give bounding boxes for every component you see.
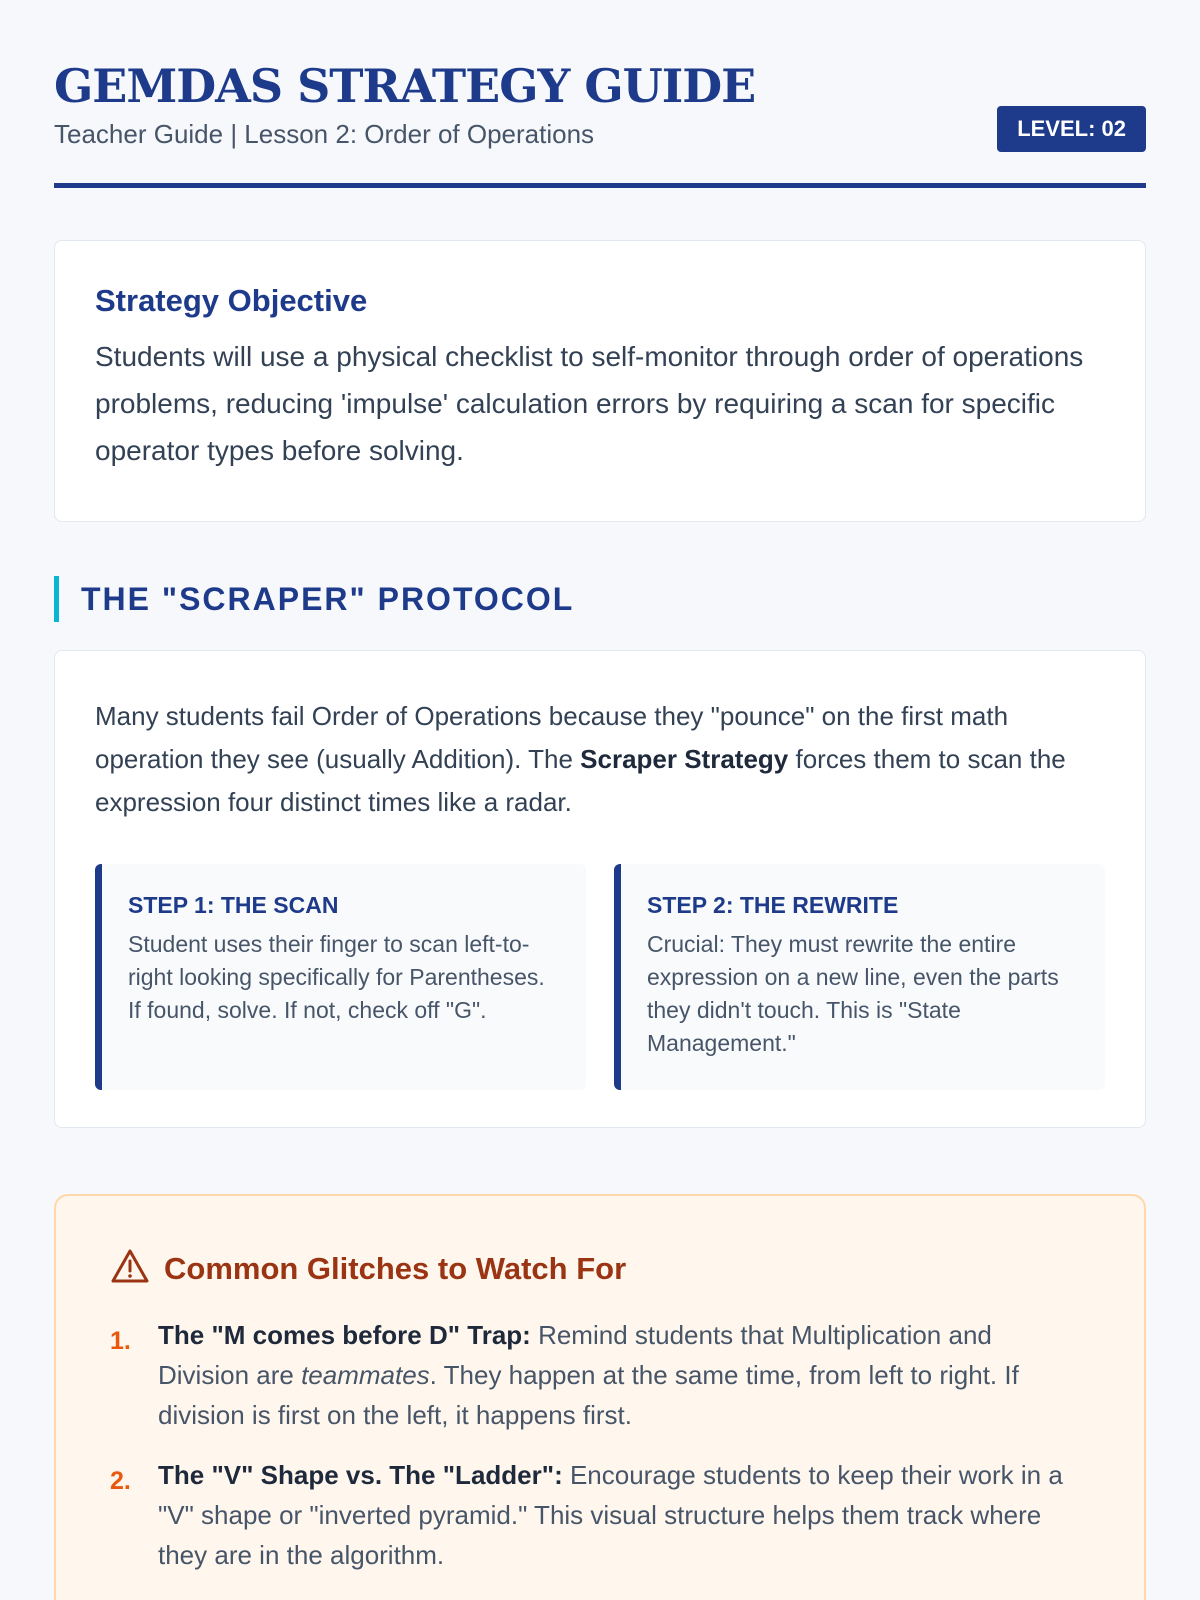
protocol-heading: THE "SCRAPER" PROTOCOL (54, 576, 1146, 622)
list-item-number: 1. (110, 1327, 131, 1355)
step-text: Student uses their finger to scan left-to-right looking specifically for Parentheses. If found, solve. If not, check off "G". (128, 931, 545, 1023)
list-item-body (158, 1455, 1090, 1575)
warning-triangle-icon (110, 1248, 150, 1289)
objective-heading: Strategy Objective (95, 283, 368, 318)
step-title: STEP 2: THE REWRITE (647, 892, 899, 918)
page-title: GEMDAS STRATEGY GUIDE (54, 59, 756, 113)
step-text: Crucial: They must rewrite the entire expression on a new line, even the parts they didn't touch. This is "State Management." (647, 931, 1059, 1056)
glitches-card (54, 1194, 1146, 1600)
objective-card (54, 240, 1146, 522)
objective-text: Students will use a physical checklist to self-monitor through order of operations problems, reducing 'impulse' calculation errors by requiring a scan for specific operator types before solving. (95, 341, 1084, 466)
list-item-text: Remind students that Multiplication and Division are (158, 1320, 992, 1390)
list-item (110, 1455, 1090, 1575)
step-card (614, 864, 1105, 1090)
protocol-card (54, 650, 1146, 1128)
list-item-text: . They happen at the same time, from left to right. If division is first on the left, it happens first. (158, 1360, 1019, 1430)
page-subtitle: Teacher Guide | Lesson 2: Order of Operations (54, 119, 595, 149)
page-header (54, 0, 1146, 188)
step-title: STEP 1: THE SCAN (128, 892, 339, 918)
glitch-list (110, 1315, 1090, 1575)
list-item-number: 2. (110, 1467, 131, 1495)
list-item-title: The "V" Shape vs. The "Ladder": (158, 1460, 563, 1490)
steps-row (95, 864, 1105, 1090)
list-item (110, 1315, 1090, 1435)
list-item-text: Encourage students to keep their work in a "V" shape or "inverted pyramid." This visual structure helps them track where they are in the algorithm. (158, 1460, 1063, 1570)
protocol-intro-part: forces them to scan the expression four distinct times like a radar. (95, 744, 1066, 817)
list-item-title: The "M comes before D" Trap: (158, 1320, 531, 1350)
protocol-intro (95, 695, 1105, 824)
level-badge: LEVEL: 02 (997, 106, 1146, 152)
step-card (95, 864, 586, 1090)
list-item-emphasis: teammates (301, 1360, 430, 1390)
list-item-body (158, 1315, 1090, 1435)
glitches-heading-row (110, 1248, 1090, 1289)
protocol-intro-part: Many students fail Order of Operations because they "pounce" on the first math operation they see (usually Addition). The (95, 701, 1009, 774)
glitches-heading: Common Glitches to Watch For (164, 1250, 627, 1286)
protocol-intro-bold: Scraper Strategy (580, 744, 789, 774)
